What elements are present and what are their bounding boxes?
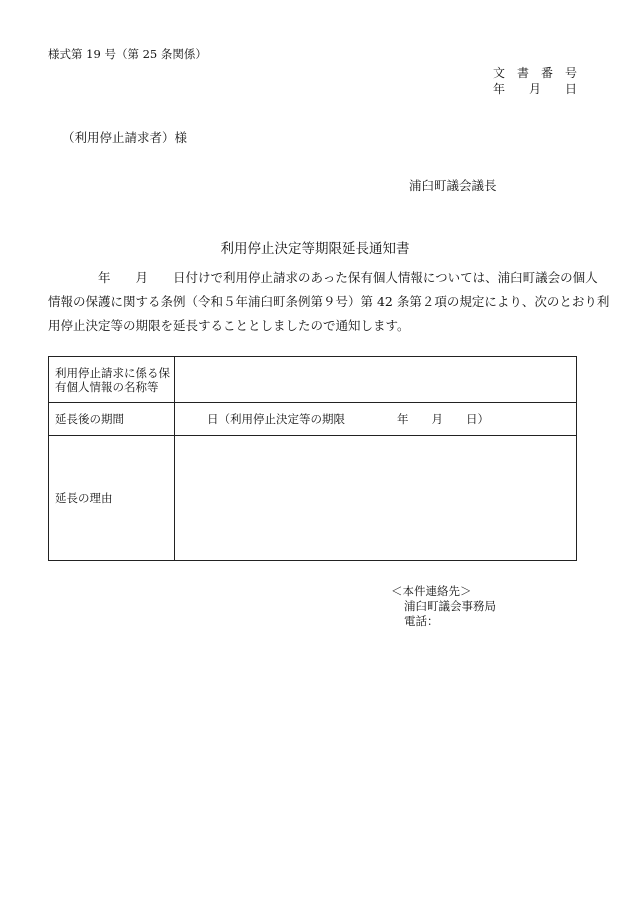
document-title: 利用停止決定等期限延長通知書 — [220, 241, 410, 257]
contact-office: 浦臼町議会事務局 — [404, 599, 496, 613]
period-days: 日（利用停止決定等の期限 — [207, 412, 345, 426]
body-line-3: 用停止決定等の期限を延長することとしましたので通知します。 — [48, 318, 410, 333]
document-date: 年 月 日 — [492, 82, 577, 96]
body-line-1: 年 月 日付けで利用停止請求のあった保有個人情報については、浦臼町議会の個人 — [48, 270, 598, 285]
form-number: 様式第 19 号（第 25 条関係） — [48, 47, 207, 61]
document-number: 文 書 番 号 — [492, 66, 577, 80]
period-deadline: 年 月 日） — [397, 412, 489, 426]
contact-phone: 電話： — [404, 614, 439, 628]
contact-heading: ＜本件連絡先＞ — [391, 584, 472, 598]
contact-block — [391, 584, 496, 629]
info-name-value[interactable] — [175, 357, 577, 403]
addressee: （利用停止請求者）様 — [62, 130, 188, 145]
body-line-2: 情報の保護に関する条例（令和５年浦臼町条例第９号）第 42 条第２項の規定により、次のとおり利 — [48, 294, 610, 309]
table-row — [49, 436, 577, 561]
period-value[interactable] — [175, 403, 577, 436]
info-table — [48, 356, 577, 561]
reason-value[interactable] — [175, 436, 577, 561]
reason-label: 延長の理由 — [49, 436, 175, 561]
table-row — [49, 357, 577, 403]
sender: 浦臼町議会議長 — [409, 178, 497, 193]
body-paragraph — [48, 266, 610, 338]
info-name-label: 利用停止請求に係る保有個人情報の名称等 — [49, 357, 175, 403]
table-row — [49, 403, 577, 436]
period-label: 延長後の期間 — [49, 403, 175, 436]
